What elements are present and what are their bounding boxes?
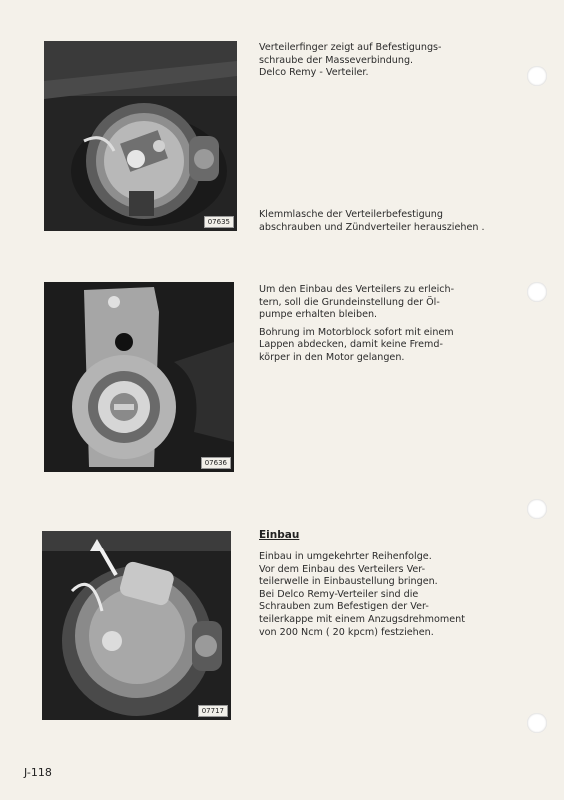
text-line: Bohrung im Motorblock sofort mit einem xyxy=(259,326,454,338)
binder-hole xyxy=(527,66,547,86)
caption-section-1 xyxy=(259,42,442,80)
text-line: tern, soll die Grundeinstellung der Öl- xyxy=(259,296,440,308)
photo-code: 07717 xyxy=(198,705,228,717)
binder-hole xyxy=(527,499,547,519)
text-line: von 200 Ncm ( 20 kpcm) festziehen. xyxy=(259,626,434,638)
text-line: Vor dem Einbau des Verteilers Ver- xyxy=(259,563,426,575)
text-line: Einbau in umgekehrter Reihenfolge. xyxy=(259,551,432,562)
photo-engine-block-bore xyxy=(44,282,234,472)
installation-illustration xyxy=(42,531,231,720)
text-line: Um den Einbau des Verteilers zu erleich- xyxy=(259,284,455,295)
distributor-illustration xyxy=(44,41,237,231)
section-heading-einbau: Einbau xyxy=(259,529,300,541)
text-line: pumpe erhalten bleiben. xyxy=(259,309,378,321)
text-line: teilerwelle in Einbaustellung bringen. xyxy=(259,576,438,588)
text-line: schraube der Masseverbindung. xyxy=(259,54,414,66)
page-number: J-118 xyxy=(24,766,52,779)
paragraph xyxy=(259,284,454,322)
bore-illustration xyxy=(44,282,234,472)
text-line: Klemmlasche der Verteilerbefestigung xyxy=(259,209,443,220)
caption-section-2 xyxy=(259,209,485,234)
paragraph xyxy=(259,327,454,365)
photo-distributor-installation xyxy=(42,531,231,720)
text-line: teilerkappe mit einem Anzugsdrehmoment xyxy=(259,613,465,625)
text-line: Verteilerfinger zeigt auf Befestigungs- xyxy=(259,42,442,53)
binder-hole xyxy=(527,713,547,733)
caption-section-3 xyxy=(259,284,454,370)
caption-section-4 xyxy=(259,551,465,639)
text-line: abschrauben und Zündverteiler herausziehen . xyxy=(259,221,485,233)
photo-code: 07635 xyxy=(204,216,234,228)
text-line: Lappen abdecken, damit keine Fremd- xyxy=(259,339,443,351)
photo-code: 07636 xyxy=(201,457,231,469)
text-line: Bei Delco Remy-Verteiler sind die xyxy=(259,588,419,600)
text-line: Delco Remy - Verteiler. xyxy=(259,67,369,79)
text-line: körper in den Motor gelangen. xyxy=(259,351,405,363)
text-line: Schrauben zum Befestigen der Ver- xyxy=(259,601,429,613)
photo-distributor-delco-remy xyxy=(44,41,237,231)
binder-hole xyxy=(527,282,547,302)
